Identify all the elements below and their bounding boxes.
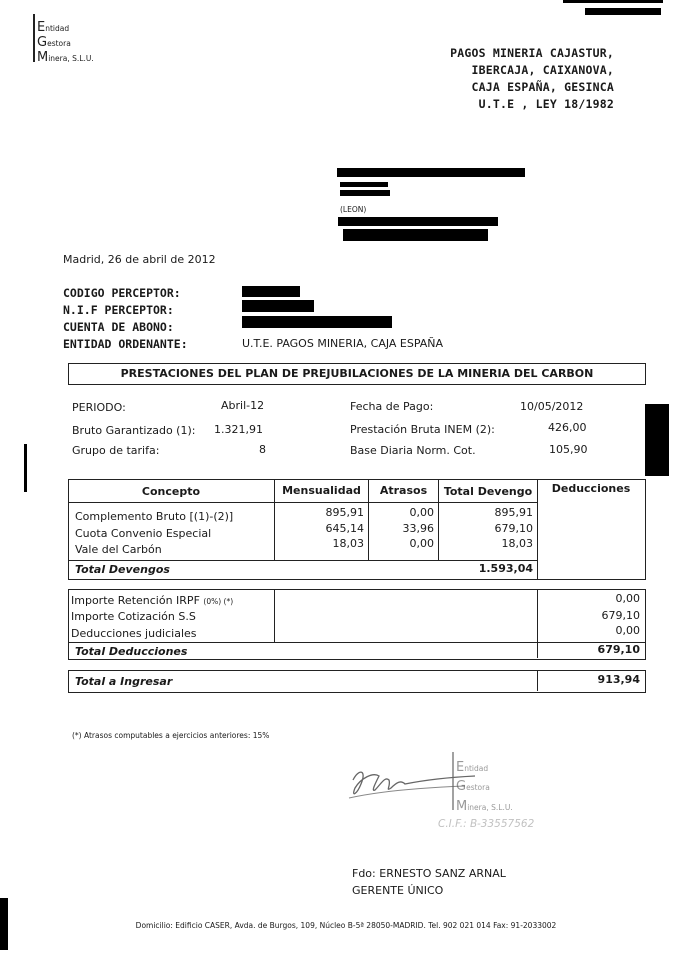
total-ingresar-value: 913,94 — [597, 673, 640, 686]
codigo-label: CODIGO PERCEPTOR: — [63, 286, 181, 300]
redacted-nif — [242, 300, 314, 312]
irpf-row: Importe Retención IRPF (0%) (*) — [71, 594, 234, 607]
issuer-line: CAJA ESPAÑA, GESINCA — [471, 80, 614, 94]
total-deducciones-label: Total Deducciones — [75, 645, 188, 658]
redaction-mark — [563, 0, 663, 3]
stamp-cif: C.I.F.: B-33557562 — [438, 818, 535, 830]
signatory-name: Fdo: ERNESTO SANZ ARNAL — [352, 867, 506, 880]
signatory-role: GERENTE ÚNICO — [352, 884, 444, 897]
periodo-label: PERIODO: — [72, 401, 126, 414]
nif-label: N.I.F PERCEPTOR: — [63, 303, 174, 317]
footnote: (*) Atrasos computables a ejercicios anteriores: 15% — [72, 731, 270, 740]
inem-value: 426,00 — [548, 421, 587, 434]
bruto-value: 1.321,91 — [214, 423, 263, 436]
header-deducciones: Deducciones — [551, 482, 631, 495]
issuer-line: IBERCAJA, CAIXANOVA, — [471, 63, 614, 77]
total-ingresar-label: Total a Ingresar — [75, 675, 173, 688]
issuer-line: PAGOS MINERIA CAJASTUR, — [450, 46, 614, 60]
ss-label: Importe Cotización S.S — [71, 610, 196, 623]
redaction-mark — [585, 8, 661, 15]
scan-mark — [645, 404, 669, 476]
bruto-label: Bruto Garantizado (1): — [72, 424, 196, 437]
total-devengos-label: Total Devengos — [75, 563, 170, 576]
judiciales-label: Deducciones judiciales — [71, 627, 197, 640]
address-province: (LEON) — [340, 205, 367, 214]
header-total-devengo: Total Devengo — [443, 485, 533, 498]
section-title: PRESTACIONES DEL PLAN DE PREJUBILACIONES DE LA MINERIA DEL CARBON — [120, 367, 594, 380]
inem-label: Prestación Bruta INEM (2): — [350, 423, 495, 436]
section-title-box — [68, 363, 646, 385]
base-label: Base Diaria Norm. Cot. — [350, 444, 476, 457]
ss-value: 679,10 — [601, 609, 640, 622]
header-atrasos: Atrasos — [379, 484, 428, 497]
periodo-value: Abril-12 — [221, 399, 265, 412]
entidad-value: U.T.E. PAGOS MINERIA, CAJA ESPAÑA — [242, 337, 444, 350]
cuenta-label: CUENTA DE ABONO: — [63, 320, 174, 334]
footer-address: Domicilio: Edificio CASER, Avda. de Burgos, 109, Núcleo B-5ª 28050-MADRID. Tel. 902 021 014 Fax: 91-2033002 — [135, 921, 557, 930]
redacted-codigo — [242, 286, 300, 297]
entidad-label: ENTIDAD ORDENANTE: — [63, 337, 188, 351]
header-mensualidad: Mensualidad — [282, 484, 361, 497]
fecha-label: Fecha de Pago: — [350, 400, 434, 413]
issuer-line: U.T.E , LEY 18/1982 — [478, 97, 614, 111]
scan-mark — [24, 444, 27, 492]
date-line: Madrid, 26 de abril de 2012 — [63, 253, 216, 266]
base-value: 105,90 — [549, 443, 588, 456]
total-devengos-value: 1.593,04 — [478, 562, 533, 575]
grupo-label: Grupo de tarifa: — [72, 444, 160, 457]
redacted-cuenta — [242, 316, 392, 328]
fecha-value: 10/05/2012 — [520, 400, 584, 413]
total-deducciones-value: 679,10 — [597, 643, 640, 656]
grupo-value: 8 — [259, 443, 266, 456]
judiciales-value: 0,00 — [615, 624, 640, 637]
irpf-value: 0,00 — [615, 592, 640, 605]
header-concepto: Concepto — [141, 485, 201, 498]
